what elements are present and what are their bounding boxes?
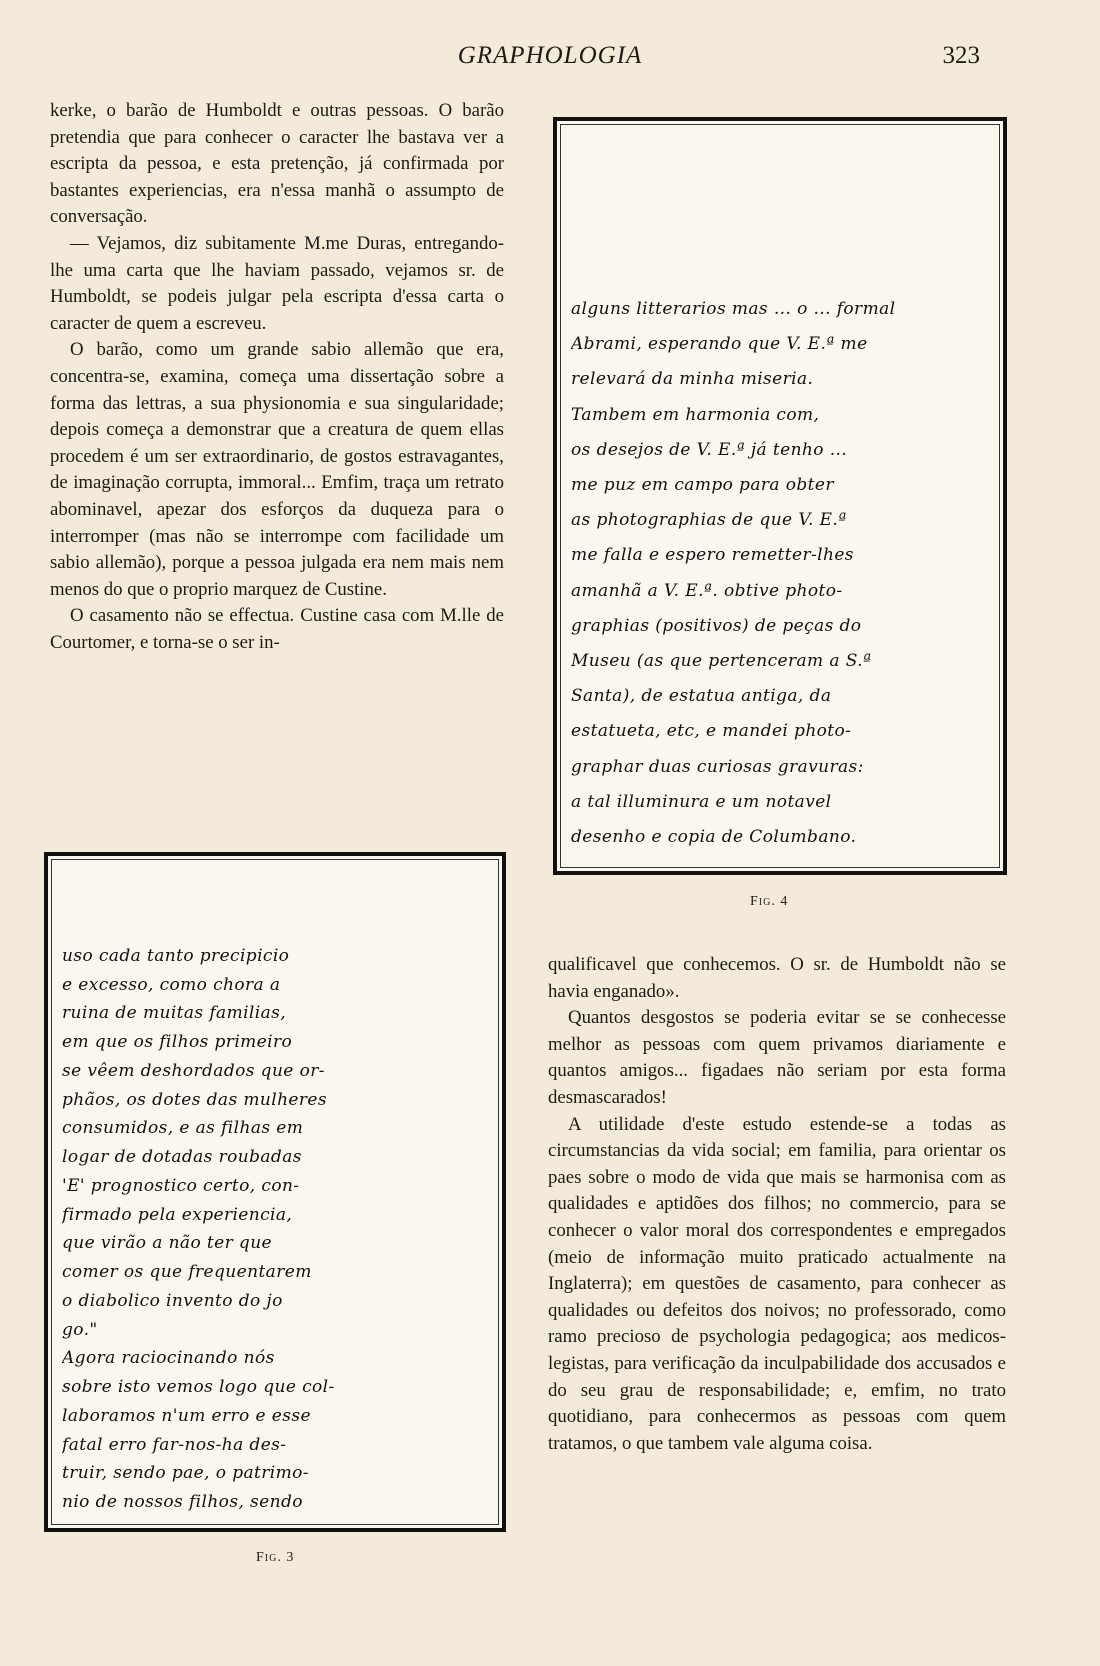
handwriting-line: estatueta, etc, e mandei photo- (571, 721, 852, 742)
page-number: 323 (942, 42, 980, 69)
handwriting-line: em que os filhos primeiro (62, 1032, 293, 1053)
handwriting-line: comer os que frequentarem (62, 1262, 312, 1283)
handwriting-line: firmado pela experiencia, (62, 1204, 293, 1225)
handwriting-line: Museu (as que pertenceram a S.ª (571, 651, 872, 671)
handwriting-line: phãos, os dotes das mulheres (62, 1089, 328, 1110)
paragraph: O casamento não se effectua. Custine casa com M.lle de Courtomer, e torna-se o ser in- (50, 605, 504, 653)
handwriting-line: Agora raciocinando nós (62, 1348, 275, 1369)
handwriting-line: 'E' prognostico certo, con- (62, 1175, 300, 1196)
paragraph: Quantos desgostos se poderia evitar se se conhecesse melhor as pessoas com quem privamos diariamente e quantos amigos... figadaes não seriam por esta forma desmascarados! (548, 1007, 1006, 1108)
handwriting-line: ruina de muitas familias, (62, 1003, 287, 1024)
paragraph: — Vejamos, diz subitamente M.me Duras, entregando-lhe uma carta que lhe haviam passado, vejamos sr. de Humboldt, se podeis julgar pela escripta d'essa carta o caracter de quem a escreveu. (50, 232, 504, 334)
handwriting-line: graphar duas curiosas gravuras: (571, 756, 864, 777)
handwriting-line: e excesso, como chora a (62, 974, 281, 995)
handwriting-line: graphias (positivos) de peças do (571, 615, 862, 636)
right-column (548, 952, 1006, 1457)
handwriting-line: me falla e espero remetter-lhes (571, 545, 854, 566)
left-column (50, 98, 504, 656)
handwriting-line: go." (62, 1319, 98, 1340)
figure-3-caption: Fig. 3 (256, 1550, 295, 1565)
handwriting-line: o diabolico invento do jo (62, 1290, 283, 1311)
handwriting-line: as photographias de que V. E.ª (571, 510, 847, 531)
handwriting-line: se vêem deshordados que or- (62, 1060, 325, 1081)
handwriting-line: me puz em campo para obter (571, 475, 834, 495)
paragraph: qualificavel que conhecemos. O sr. de Humboldt não se havia enganado». (548, 954, 1006, 1002)
handwriting-line: os desejos de V. E.ª já tenho ... (571, 439, 848, 460)
handwriting-line: Santa), de estatua antiga, da (571, 686, 832, 707)
paragraph: kerke, o barão de Humboldt e outras pessoas. O barão pretendia que para conhecer o caracter lhe bastava ver a escripta da pessoa, e esta pretenção, já confirmada por bastantes experiencias, era n'essa manhã o assumpto de conversação. (50, 100, 504, 228)
handwriting-line: que virão a não ter que (62, 1233, 273, 1254)
handwriting-line: fatal erro far-nos-ha des- (62, 1434, 287, 1455)
handwriting-line: uso cada tanto precipicio (62, 946, 290, 966)
handwriting-line: nio de nossos filhos, sendo (62, 1492, 303, 1512)
handwriting-line: sobre isto vemos logo que col- (62, 1377, 335, 1398)
figure-3-handwriting-sample (44, 852, 506, 1532)
handwriting-line: consumidos, e as filhas em (62, 1118, 304, 1139)
handwriting-line: relevará da minha miseria. (571, 369, 814, 390)
handwriting-line: laboramos n'um erro e esse (62, 1405, 311, 1426)
handwriting-line: Tambem em harmonia com, (571, 404, 820, 425)
figure-4-handwriting-sample (553, 117, 1007, 875)
paragraph: A utilidade d'este estudo estende-se a todas as circumstancias da vida social; em familia, para orientar os paes sobre o modo de vida que mais se harmonisa com as qualidades e aptidões dos filhos; no commercio, para se conhecer o valor moral dos correspondentes e empregados (meio de informação muito praticado actualmente na Inglaterra); em questões de casamento, para conhecer as qualidades ou defeitos dos noivos; no professorado, como ramo precioso de psychologia pedagogica; aos medicos-legistas, para verificação da inculpabilidade dos accusados e do seu grau de responsabilidade; e, emfim, no trato quotidiano, para conhecermos as pessoas com quem tratamos, o que tambem vale alguma coisa. (548, 1113, 1006, 1454)
handwriting-line: Abrami, esperando que V. E.ª me (571, 334, 868, 355)
handwriting-line: logar de dotadas roubadas (62, 1147, 302, 1168)
handwriting-line: amanhã a V. E.ª. obtive photo- (571, 580, 843, 601)
handwriting-line: desenho e copia de Columbano. (571, 827, 857, 847)
figure-4-caption: Fig. 4 (750, 894, 789, 909)
handwriting-line: a tal illuminura e um notavel (571, 791, 832, 812)
handwriting-line: alguns litterarios mas ... o ... formal (571, 299, 896, 319)
paragraph: O barão, como um grande sabio allemão que era, concentra-se, examina, começa uma dissertação sobre a forma das lettras, a sua physionomia e sua singularidade; depois começa a demonstrar que a creatura de quem ellas procedem é um ser extraordinario, de gostos estravagantes, de imaginação corrupta, immoral... Emfim, traça um retrato abominavel, apezar dos esforços da duqueza para o interromper (mas não se interrompe com facilidade um sabio allemão), porque a pessoa julgada era nem mais nem menos do que o proprio marquez de Custine. (50, 339, 504, 600)
running-title: GRAPHOLOGIA (457, 42, 643, 69)
handwriting-line: truir, sendo pae, o patrimo- (62, 1463, 309, 1484)
